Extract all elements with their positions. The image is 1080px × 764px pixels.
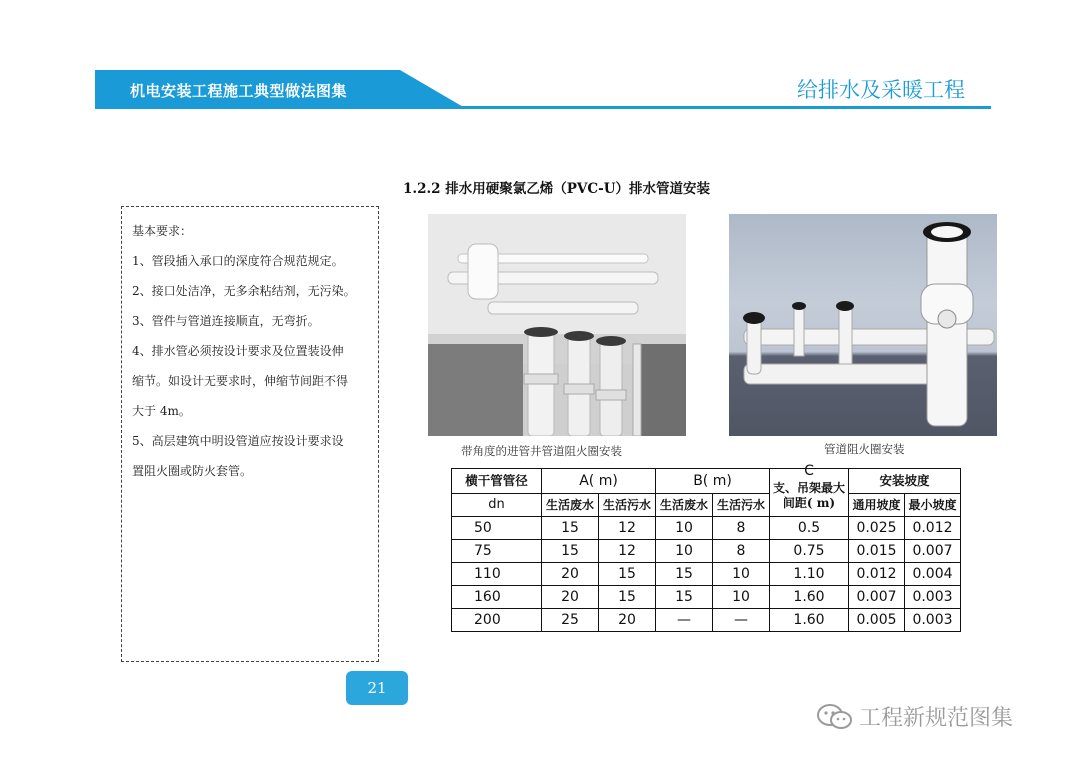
cell-c: 1.60: [770, 609, 849, 632]
section-title: 1.2.2 排水用硬聚氯乙烯（PVC-U）排水管道安装: [403, 181, 711, 197]
requirement-line: 缩节。如设计无要求时，伸缩节间距不得: [132, 374, 349, 388]
cell-c: 0.5: [770, 517, 849, 540]
table-header-row: [452, 469, 961, 494]
cell-a-waste: 15: [542, 540, 599, 563]
header-b: B( m): [656, 469, 770, 494]
cell-a-sewage: 15: [599, 563, 656, 586]
cell-a-sewage: 20: [599, 609, 656, 632]
table-row: [452, 517, 961, 540]
header-dn-unit: dn: [452, 494, 542, 517]
cell-dn: 160: [452, 586, 542, 609]
cell-slope-general: 0.007: [849, 586, 905, 609]
cell-b-waste: 10: [656, 540, 713, 563]
photo-pipe-shaft-illustration: [428, 214, 686, 436]
cell-b-sewage: 10: [713, 586, 770, 609]
watermark: [815, 701, 1013, 732]
cell-dn: 200: [452, 609, 542, 632]
page-number-badge: 21: [346, 671, 408, 705]
header-a: A( m): [542, 469, 656, 494]
requirement-line: 大于 4m。: [132, 404, 191, 418]
cell-a-waste: 20: [542, 563, 599, 586]
cell-slope-general: 0.005: [849, 609, 905, 632]
header-c-label: 支、吊架最大间距( m): [772, 480, 845, 510]
cell-dn: 75: [452, 540, 542, 563]
cell-a-sewage: 12: [599, 517, 656, 540]
cell-b-sewage: —: [713, 609, 770, 632]
header-c: [770, 463, 849, 517]
cell-dn: 50: [452, 517, 542, 540]
cell-slope-min: 0.007: [905, 540, 961, 563]
subheader-b-sewage: 生活污水: [713, 494, 770, 517]
cell-slope-general: 0.025: [849, 517, 905, 540]
header-dn-label: 横干管管径: [452, 469, 542, 494]
cell-b-waste: —: [656, 609, 713, 632]
cell-slope-general: 0.015: [849, 540, 905, 563]
requirement-line: 3、管件与管道连接顺直，无弯折。: [132, 314, 320, 328]
book-title: 机电安装工程施工典型做法图集: [130, 82, 348, 100]
cell-a-waste: 15: [542, 517, 599, 540]
wechat-icon: [815, 702, 855, 732]
cell-c: 1.60: [770, 586, 849, 609]
header-c-letter: C: [804, 463, 814, 479]
photo-right-caption: 管道阻火圈安装: [824, 442, 905, 456]
photo-fire-collar: [729, 214, 997, 436]
table-row: [452, 609, 961, 632]
cell-b-waste: 15: [656, 586, 713, 609]
watermark-text: 工程新规范图集: [859, 706, 1014, 731]
cell-slope-general: 0.012: [849, 563, 905, 586]
subheader-a-waste: 生活废水: [542, 494, 599, 517]
cell-dn: 110: [452, 563, 542, 586]
table-row: [452, 563, 961, 586]
cell-slope-min: 0.012: [905, 517, 961, 540]
requirements-heading: 基本要求：: [132, 224, 193, 238]
requirement-line: 2、接口处洁净，无多余粘结剂，无污染。: [132, 284, 356, 298]
requirements-box: [121, 206, 379, 662]
cell-c: 1.10: [770, 563, 849, 586]
cell-c: 0.75: [770, 540, 849, 563]
cell-a-waste: 25: [542, 609, 599, 632]
cell-b-sewage: 10: [713, 563, 770, 586]
cell-a-sewage: 12: [599, 540, 656, 563]
chapter-title: 给排水及采暖工程: [797, 78, 965, 102]
requirement-line: 1、管段插入承口的深度符合规范规定。: [132, 254, 344, 268]
cell-slope-min: 0.004: [905, 563, 961, 586]
requirement-line: 5、高层建筑中明设管道应按设计要求设: [132, 434, 344, 448]
subheader-slope-general: 通用坡度: [849, 494, 905, 517]
header-slope: 安装坡度: [849, 469, 961, 494]
table-subheader-row: [452, 494, 961, 517]
cell-b-sewage: 8: [713, 540, 770, 563]
cell-b-waste: 15: [656, 563, 713, 586]
cell-slope-min: 0.003: [905, 609, 961, 632]
requirement-line: 4、排水管必须按设计要求及位置装设伸: [132, 344, 344, 358]
cell-b-waste: 10: [656, 517, 713, 540]
header-rule: [95, 106, 991, 109]
subheader-b-waste: 生活废水: [656, 494, 713, 517]
photo-fire-collar-illustration: [729, 214, 997, 436]
pipe-spec-table: [451, 463, 961, 632]
table-row: [452, 586, 961, 609]
cell-a-sewage: 15: [599, 586, 656, 609]
requirement-line: 置阻火圈或防火套管。: [132, 464, 253, 478]
cell-slope-min: 0.003: [905, 586, 961, 609]
subheader-slope-min: 最小坡度: [905, 494, 961, 517]
photo-pipe-shaft: [428, 214, 686, 436]
table-row: [452, 540, 961, 563]
cell-b-sewage: 8: [713, 517, 770, 540]
subheader-a-sewage: 生活污水: [599, 494, 656, 517]
photo-left-caption: 带角度的进管井管道阻火圈安装: [461, 444, 622, 458]
cell-a-waste: 20: [542, 586, 599, 609]
